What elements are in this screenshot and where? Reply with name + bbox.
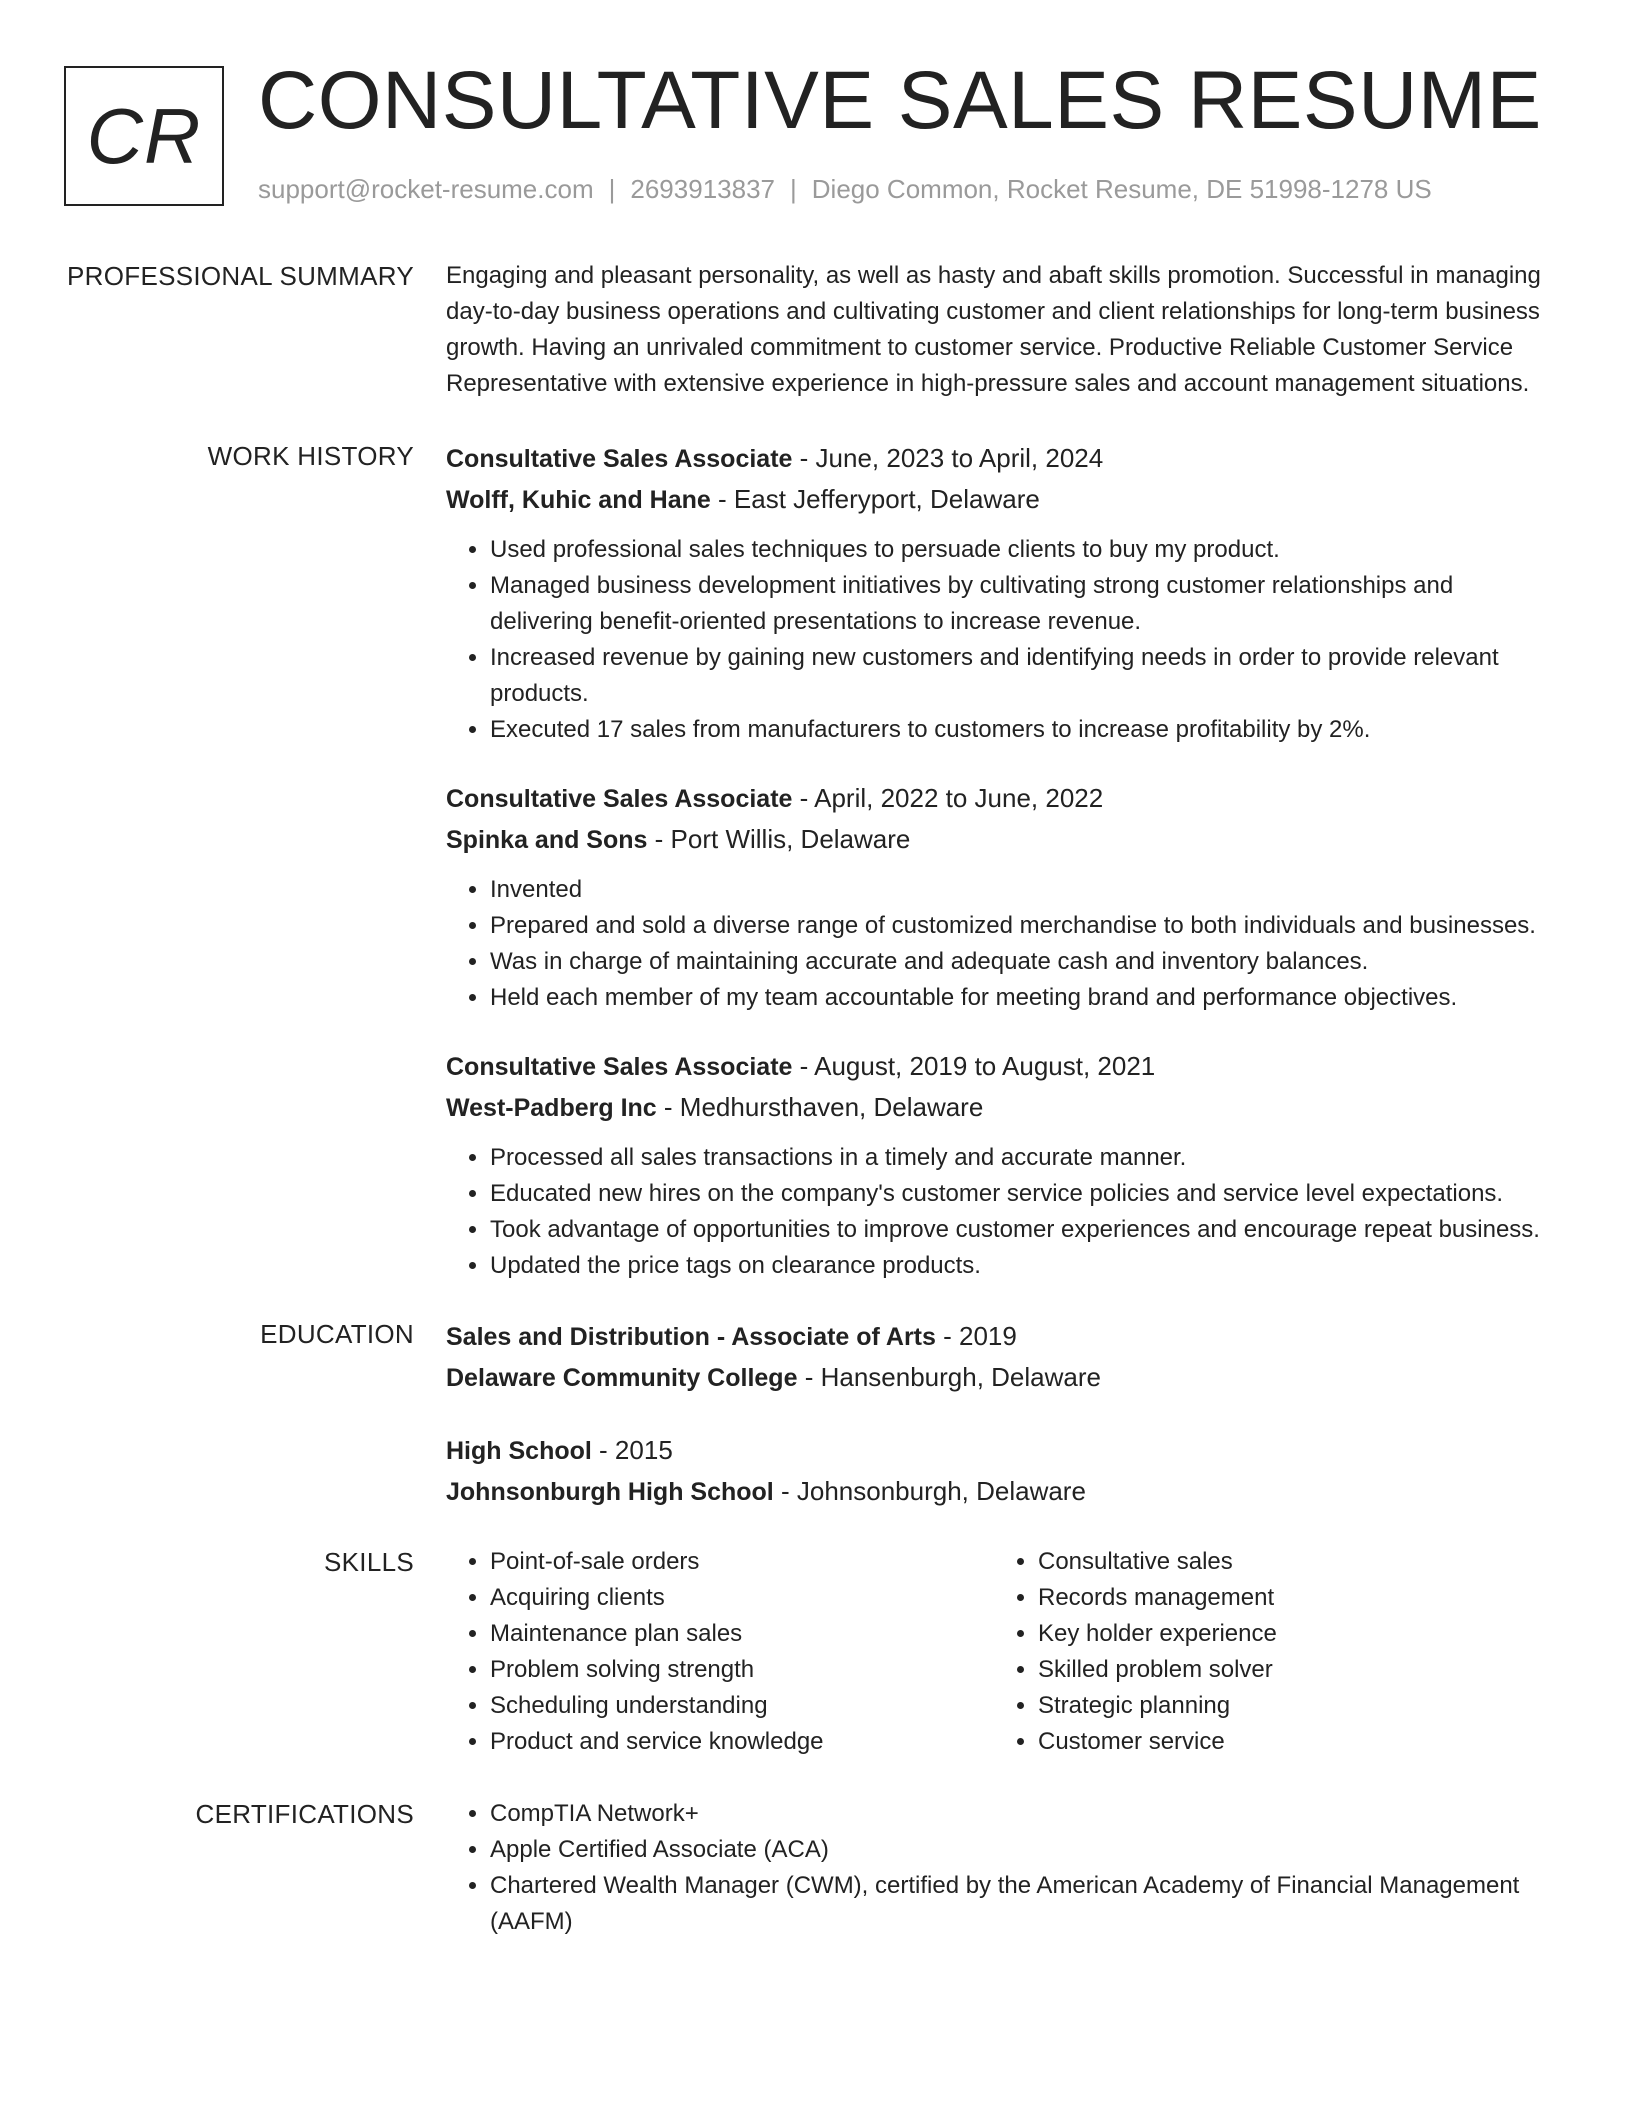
contact-line (258, 174, 1432, 205)
section-body (446, 1796, 1552, 1940)
job-company-line (446, 1087, 1552, 1128)
job-dates: - June, 2023 to April, 2024 (792, 443, 1104, 473)
education-degree: Sales and Distribution - Associate of Arts (446, 1323, 936, 1351)
skills-column-left (446, 1544, 994, 1760)
monogram-logo: CR (64, 66, 224, 206)
job-bullets (446, 532, 1552, 748)
skill-item: • Acquiring clients (490, 1580, 994, 1616)
job-location: - East Jefferyport, Delaware (710, 484, 1040, 514)
section-body (446, 438, 1552, 1284)
job-bullets (446, 872, 1552, 1016)
certification-item: • CompTIA Network+ (490, 1796, 1552, 1832)
contact-phone: 2693913837 (630, 174, 775, 204)
section-label: WORK HISTORY (207, 441, 414, 471)
education-school: Johnsonburgh High School (446, 1478, 774, 1506)
job-bullets (446, 1140, 1552, 1284)
section-body (446, 258, 1552, 402)
section-summary (0, 258, 1632, 402)
section-label: CERTIFICATIONS (195, 1799, 414, 1829)
section-label: EDUCATION (260, 1319, 414, 1349)
skill-item: • Scheduling understanding (490, 1688, 994, 1724)
education-degree: High School (446, 1437, 592, 1465)
section-label: SKILLS (324, 1547, 414, 1577)
job-title: Consultative Sales Associate (446, 445, 793, 473)
section-body (446, 1316, 1552, 1512)
job-title-line (446, 778, 1552, 819)
list-item: • Held each member of my team accountable for meeting brand and performance objectives. (490, 980, 1552, 1016)
certifications-list (446, 1796, 1552, 1940)
job-title-line (446, 438, 1552, 479)
education-location: - Johnsonburgh, Delaware (773, 1476, 1086, 1506)
list-item: • Increased revenue by gaining new customers and identifying needs in order to provide relevant products. (490, 640, 1552, 712)
job-location: - Medhursthaven, Delaware (656, 1092, 984, 1122)
job-dates: - August, 2019 to August, 2021 (792, 1051, 1156, 1081)
summary-text: Engaging and pleasant personality, as well as hasty and abaft skills promotion. Successful in managing day-to-day business operations and cultivating customer and client relationships for long-term business growth. Having an unrivaled commitment to customer service. Productive Reliable Customer Service Representative with extensive experience in high-pressure sales and account management situations. (446, 262, 1541, 397)
skill-item: • Key holder experience (1038, 1616, 1542, 1652)
list-item: • Invented (490, 872, 1552, 908)
job-title: Consultative Sales Associate (446, 1053, 793, 1081)
resume-title: CONSULTATIVE SALES RESUME (258, 55, 1542, 146)
contact-email: support@rocket-resume.com (258, 174, 594, 204)
list-item: • Used professional sales techniques to persuade clients to buy my product. (490, 532, 1552, 568)
job-entry (446, 1046, 1552, 1284)
education-entry (446, 1430, 1552, 1512)
job-title: Consultative Sales Associate (446, 785, 793, 813)
resume-sections (0, 258, 1632, 1968)
skill-item: • Skilled problem solver (1038, 1652, 1542, 1688)
section-certifications (0, 1796, 1632, 1940)
section-education (0, 1316, 1632, 1512)
education-year: - 2019 (935, 1321, 1017, 1351)
list-item: • Executed 17 sales from manufacturers to customers to increase profitability by 2%. (490, 712, 1552, 748)
job-title-line (446, 1046, 1552, 1087)
section-skills (0, 1544, 1632, 1760)
list-item: • Processed all sales transactions in a timely and accurate manner. (490, 1140, 1552, 1176)
job-dates: - April, 2022 to June, 2022 (792, 783, 1104, 813)
education-school: Delaware Community College (446, 1364, 798, 1392)
job-entry (446, 778, 1552, 1016)
list-item: • Managed business development initiatives by cultivating strong customer relationships and delivering benefit-oriented presentations to increase revenue. (490, 568, 1552, 640)
job-company: Spinka and Sons (446, 826, 648, 854)
job-company-line (446, 479, 1552, 520)
education-year: - 2015 (591, 1435, 673, 1465)
section-label: PROFESSIONAL SUMMARY (67, 261, 414, 291)
list-item: • Educated new hires on the company's customer service policies and service level expectations. (490, 1176, 1552, 1212)
skill-item: • Problem solving strength (490, 1652, 994, 1688)
contact-separator: | (608, 174, 616, 204)
skill-item: • Point-of-sale orders (490, 1544, 994, 1580)
job-entry (446, 438, 1552, 748)
skills-column-right (994, 1544, 1542, 1760)
list-item: • Was in charge of maintaining accurate and adequate cash and inventory balances. (490, 944, 1552, 980)
job-location: - Port Willis, Delaware (647, 824, 911, 854)
skill-item: • Records management (1038, 1580, 1542, 1616)
contact-separator: | (790, 174, 797, 204)
education-degree-line (446, 1316, 1552, 1357)
list-item: • Took advantage of opportunities to improve customer experiences and encourage repeat business. (490, 1212, 1552, 1248)
certification-item: • Apple Certified Associate (ACA) (490, 1832, 1552, 1868)
education-entry (446, 1316, 1552, 1398)
job-company-line (446, 819, 1552, 860)
skill-item: • Customer service (1038, 1724, 1542, 1760)
list-item: • Updated the price tags on clearance products. (490, 1248, 1552, 1284)
skills-grid (446, 1544, 1552, 1760)
skill-item: • Product and service knowledge (490, 1724, 994, 1760)
list-item: • Prepared and sold a diverse range of customized merchandise to both individuals and businesses. (490, 908, 1552, 944)
education-location: - Hansenburgh, Delaware (797, 1362, 1101, 1392)
skill-item: • Consultative sales (1038, 1544, 1542, 1580)
job-company: Wolff, Kuhic and Hane (446, 486, 711, 514)
section-work-history (0, 438, 1632, 1284)
education-degree-line (446, 1430, 1552, 1471)
section-body (446, 1544, 1552, 1760)
certification-item: • Chartered Wealth Manager (CWM), certified by the American Academy of Financial Management (AAFM) (490, 1868, 1552, 1940)
education-school-line (446, 1471, 1552, 1512)
job-company: West-Padberg Inc (446, 1094, 657, 1122)
skill-item: • Strategic planning (1038, 1688, 1542, 1724)
skill-item: • Maintenance plan sales (490, 1616, 994, 1652)
contact-address: Diego Common, Rocket Resume, DE 51998-1278 US (811, 174, 1432, 204)
education-school-line (446, 1357, 1552, 1398)
